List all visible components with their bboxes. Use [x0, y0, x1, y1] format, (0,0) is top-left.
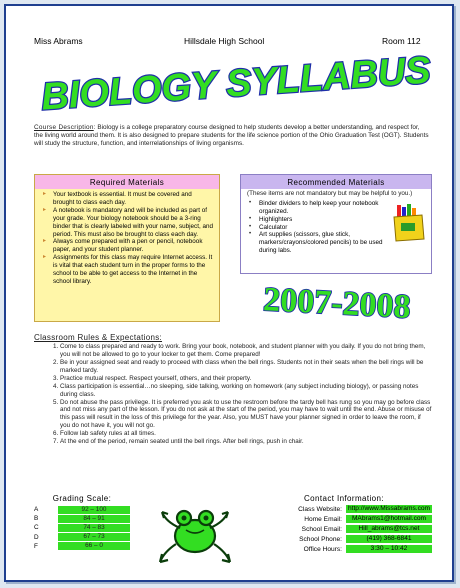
- contact-row: Class Website: http://www.Missabrams.com: [298, 504, 431, 513]
- course-description-label: Course Description: [34, 124, 94, 131]
- recommended-materials-title: Recommended Materials: [241, 175, 431, 189]
- course-description: Course Description: Biology is a college preparatory course designed to help students develop a better understanding, and respect for, the living world around them. It is also designed to prepare students for the life science portion of the Ohio Graduation Test (OGT). Students will study the structure, function, and interrelationships of living organisms.: [34, 124, 429, 148]
- rules-title: Classroom Rules & Expectations:: [34, 333, 163, 342]
- contact-information-box: [256, 494, 432, 558]
- required-materials-title: Required Materials: [35, 175, 219, 189]
- list-item: 3. Practice mutual respect. Respect yourself, others, and their property.: [60, 375, 432, 383]
- course-description-text: Biology is a college preparatory course designed to help students develop a better understanding, and respect for, the living world around them. It is also designed to prepare students for the life science portion of the Ohio Graduation Test (OGT). Students will study the structure, function, and interrelationships of living organisms.: [34, 124, 429, 148]
- grade-row: C 74 – 83: [34, 523, 130, 532]
- required-materials-box: [34, 174, 220, 322]
- recommended-intro: (These items are not mandatory but may be helpful to you.): [247, 190, 413, 197]
- rules-list: [34, 343, 432, 446]
- list-item: 4. Class participation is essential…no sleeping, side talking, working on homework (any subject including biology), or passing notes during class.: [60, 383, 432, 399]
- contact-row: Home Email: MAbrams1@hotmail.com: [256, 514, 432, 524]
- classroom-rules: [34, 334, 432, 446]
- room-number: Room 112: [382, 36, 421, 46]
- list-item: ▸ A notebook is mandatory and will be included as part of your grade. Your biology notebook should be a 3-ring binder that is clearly labeled with your name, subject, and period. This must also be brought to class each day.: [53, 207, 213, 239]
- list-item: • Highlighters: [259, 216, 387, 224]
- school-year-graphic: [242, 276, 432, 328]
- list-item: • Binder dividers to help keep your notebook organized.: [259, 200, 387, 216]
- list-item: ▸ Assignments for this class may require Internet access. It is vital that each student turn in the proper forms to the school to be able to get access to the Internet in the school library.: [53, 254, 213, 286]
- recommended-materials-box: [240, 174, 432, 274]
- grade-row: B 84 – 91: [34, 514, 130, 523]
- list-item: 2. Be in your assigned seat and ready to proceed with class when the bell rings. Students not in their seats when the bell rings will be marked tardy.: [60, 359, 432, 375]
- grade-row: F 66 – 0: [34, 542, 130, 551]
- school-name: Hillsdale High School: [184, 36, 265, 46]
- contact-row: Office Hours: 3:30 – 10:42: [256, 544, 432, 554]
- grading-scale-title: Grading Scale:: [52, 494, 112, 503]
- school-email-link[interactable]: Hill_abrams@tcs.net: [346, 525, 432, 534]
- contact-row: School Email: Hill_abrams@tcs.net: [256, 524, 432, 534]
- frog-icon: [156, 500, 234, 566]
- list-item: • Calculator: [259, 224, 387, 232]
- biology-syllabus-banner: [39, 49, 432, 120]
- list-item: • Art supplies (scissors, glue stick, markers/crayons/colored pencils) to be used during labs.: [259, 231, 387, 255]
- contact-row: School Phone: (419) 368-6841: [256, 534, 432, 544]
- list-item: 5. Do not abuse the pass privilege. It is preferred you ask to use the restroom before the tardy bell has rung so you may go before class and not miss any part of the lesson. If you do not ask at the start of the period, you may have to wait until the end. Abuse or misuse of this pass will result in the loss of this privilege for the year. Also, you MUST have your planner signed in order to leave the room, if you do not have it, you will not go.: [60, 399, 432, 431]
- grade-row: D 67 – 73: [34, 533, 130, 542]
- grading-scale-box: [34, 494, 130, 558]
- crayon-box-icon: [391, 203, 425, 243]
- list-item: 6. Follow lab safety rules at all times.: [60, 430, 432, 438]
- grade-row: A 92 – 100: [34, 505, 130, 514]
- teacher-name: Miss Abrams: [34, 36, 83, 46]
- class-website-link[interactable]: http://www.Missabrams.com: [347, 504, 431, 512]
- banner-title: BIOLOGY SYLLABUS: [39, 49, 432, 119]
- list-item: 1. Come to class prepared and ready to work. Bring your book, notebook, and student planner with you daily. If you do not bring them, you will not be allowed to go to your locker to get them. Come prepared!: [60, 343, 432, 359]
- list-item: 7. At the end of the period, remain seated until the bell rings. After bell rings, push in chair.: [60, 438, 432, 446]
- list-item: ▸ Always come prepared with a pen or pencil, notebook paper, and your student planner.: [53, 238, 213, 254]
- list-item: ▸ Your textbook is essential. It must be covered and brought to class each day.: [53, 191, 213, 207]
- home-email-link[interactable]: MAbrams1@hotmail.com: [346, 515, 432, 524]
- contact-information-title: Contact Information:: [303, 494, 385, 503]
- school-phone: (419) 368-6841: [346, 535, 432, 544]
- school-year-text: 2007-2008: [262, 281, 412, 326]
- syllabus-page: [4, 4, 454, 582]
- required-materials-list: [35, 189, 219, 288]
- office-hours: 3:30 – 10:42: [346, 545, 432, 554]
